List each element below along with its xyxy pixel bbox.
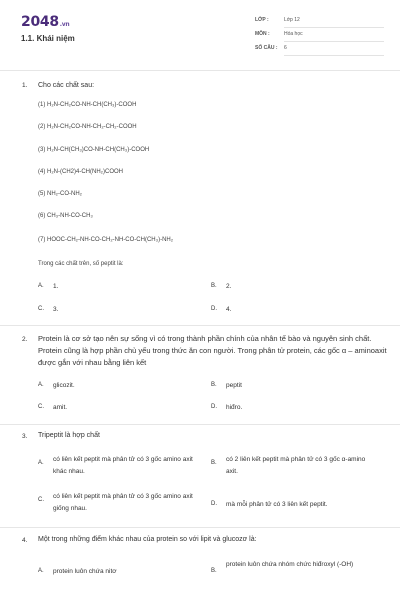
question-text: Tripeptit là hợp chất: [38, 432, 100, 439]
option-letter: C.: [38, 404, 44, 410]
question-number: 3.: [22, 433, 28, 440]
question-number: 1.: [22, 82, 28, 89]
substance-item: (4) H₂N-(CH2)4-CH(NH₂)COOH: [38, 169, 123, 175]
question-number: 4.: [22, 537, 28, 544]
meta-subject-label: MÔN :: [255, 31, 270, 37]
question-divider: [0, 527, 400, 528]
option-text: có 2 liên kết peptit mà phân tử có 3 gốc α-amino axit.: [226, 456, 366, 475]
meta-class: [255, 17, 385, 29]
meta-count-label: SỐ CÂU :: [255, 45, 278, 51]
question-text: Cho các chất sau:: [38, 82, 95, 89]
option-text: peptit: [226, 382, 242, 389]
substance-item: (1) H₂N-CH₂CO-NH-CH(CH₃)-COOH: [38, 102, 137, 108]
option-letter: B.: [211, 382, 217, 388]
meta-count: [255, 45, 385, 57]
site-logo[interactable]: 2048.vn: [21, 14, 70, 30]
question-text: Một trong những điểm khác nhau của protein so với lipit và glucozơ là:: [38, 536, 257, 543]
option-letter: A.: [38, 382, 44, 388]
substance-item: (6) CH₃-NH-CO-CH₃: [38, 213, 93, 219]
meta-subject: [255, 31, 385, 43]
option-text: amit.: [53, 404, 68, 411]
option-letter: C.: [38, 497, 44, 503]
option-text: hiđro.: [226, 404, 243, 411]
meta-class-label: LỚP :: [255, 17, 269, 23]
option-text: 3.: [53, 306, 59, 313]
meta-class-value: Lớp 12: [284, 17, 384, 28]
option-text: 2.: [226, 283, 232, 290]
lesson-title: 1.1. Khái niệm: [21, 34, 75, 43]
option-text: mà mỗi phân tử có 3 liên kết peptit.: [226, 501, 328, 508]
substance-item: (7) HOOC-CH₂-NH-CO-CH₂-NH-CO-CH(CH₃)-NH₂: [38, 237, 174, 243]
option-letter: A.: [38, 460, 44, 466]
header-divider: [0, 70, 400, 71]
option-text: protein luôn chứa nhóm chức hiđroxyl (-OH): [226, 561, 354, 568]
option-letter: B.: [211, 568, 217, 574]
option-text: có liên kết peptit mà phân tử có 3 gốc amino axit giống nhau.: [53, 493, 193, 512]
option-letter: A.: [38, 568, 44, 574]
substance-item: (2) H₂N-CH₂CO-NH-CH₂-CH₂-COOH: [38, 124, 137, 130]
meta-count-value: 6: [284, 45, 384, 56]
page-header: [0, 0, 400, 62]
option-text: 4.: [226, 306, 232, 313]
substance-item: (5) NH₂-CO-NH₂: [38, 191, 82, 197]
question-prompt: Trong các chất trên, số peptit là:: [38, 261, 124, 267]
option-text: 1.: [53, 283, 59, 290]
option-text: protein luôn chứa nitơ: [53, 568, 117, 575]
option-letter: D.: [211, 306, 217, 312]
option-letter: D.: [211, 501, 217, 507]
question-divider: [0, 325, 400, 326]
question-number: 2.: [22, 336, 28, 343]
option-text: có liên kết peptit mà phân tử có 3 gốc amino axit khác nhau.: [53, 456, 193, 475]
question-text: Protein là cơ sở tạo nên sự sống vì có trong thành phần chính của nhân tế bào và nguyên sinh chất. Protein cũng là hợp phần chủ yếu trong thức ăn con người. Trong phân tử protein, các gốc α – aminoaxit được gắn với nhau bằng liên kết: [38, 334, 387, 367]
option-letter: C.: [38, 306, 44, 312]
meta-subject-value: Hóa học: [284, 31, 384, 42]
option-letter: B.: [211, 460, 217, 466]
question-divider: [0, 424, 400, 425]
option-letter: A.: [38, 283, 44, 289]
substance-item: (3) H₂N-CH(CH₃)CO-NH-CH(CH₃)-COOH: [38, 147, 150, 153]
option-letter: D.: [211, 404, 217, 410]
option-text: glicozit.: [53, 382, 75, 389]
option-letter: B.: [211, 283, 217, 289]
